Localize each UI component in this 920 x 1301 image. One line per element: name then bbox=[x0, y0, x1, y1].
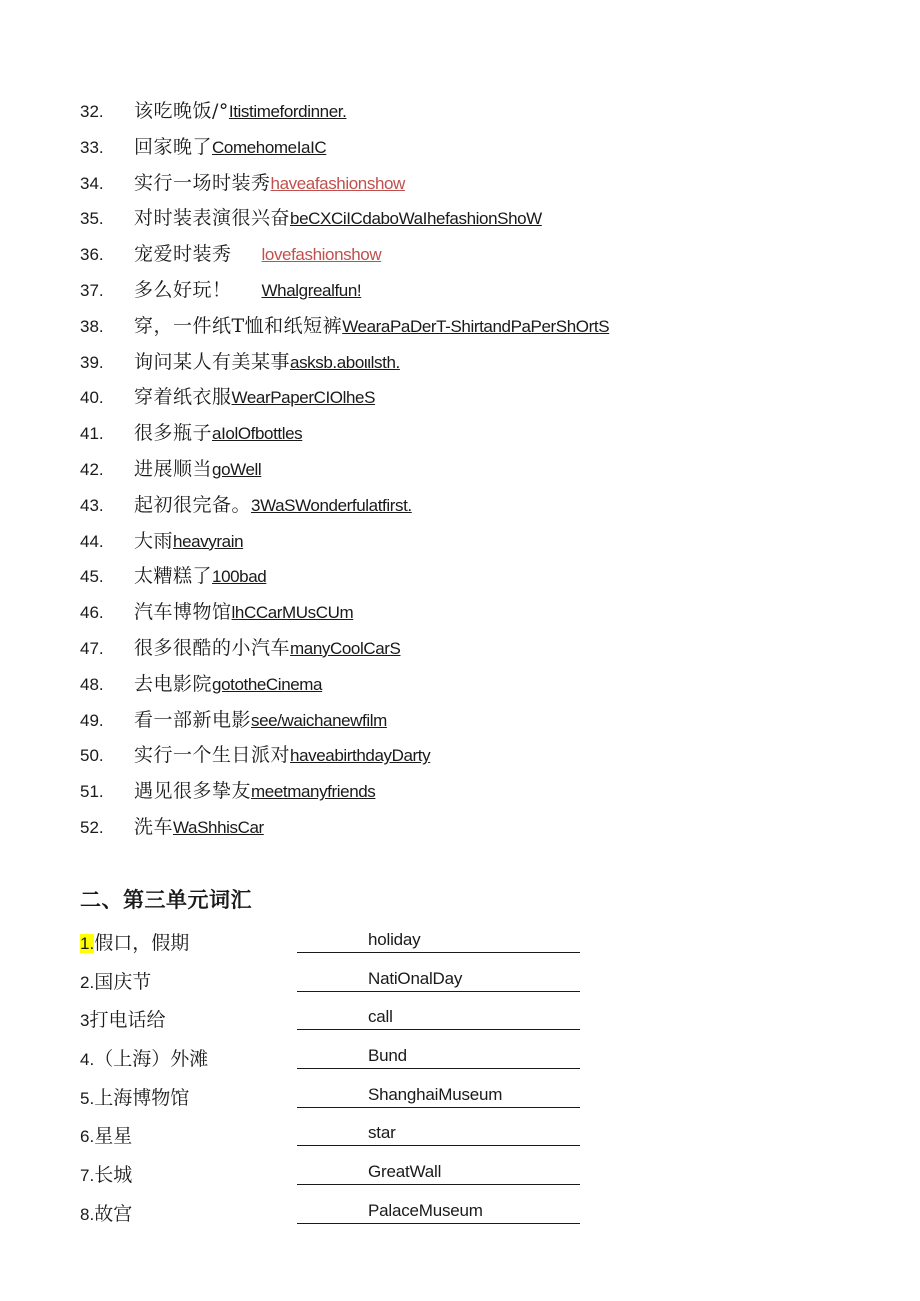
phrase-english: WaShhisCar bbox=[173, 817, 264, 837]
vocab-term bbox=[80, 967, 151, 994]
phrase-number: 33. bbox=[80, 137, 104, 157]
phrase-number: 36. bbox=[80, 245, 104, 265]
vocab-row bbox=[80, 1197, 600, 1236]
vocab-number: 6. bbox=[80, 1127, 95, 1147]
phrase-row bbox=[80, 595, 880, 631]
phrase-number: 43. bbox=[80, 495, 104, 515]
phrase-line bbox=[134, 774, 375, 810]
vocab-english: holiday bbox=[368, 930, 421, 949]
phrase-number: 35. bbox=[80, 209, 104, 229]
phrase-number: 52. bbox=[80, 817, 104, 837]
phrase-number: 34. bbox=[80, 173, 104, 193]
phrase-english: lhCCarMUsCUm bbox=[231, 603, 354, 623]
vocab-english: NatiOnalDay bbox=[368, 968, 463, 988]
phrase-row bbox=[80, 738, 880, 774]
phrase-english: 3WaSWonderfulatfirst. bbox=[251, 495, 412, 515]
phrase-chinese: 实行一个生日派对 bbox=[134, 744, 291, 767]
phrase-line bbox=[134, 201, 542, 237]
phrase-number: 51. bbox=[80, 782, 104, 802]
section-title: 二、第三单元词汇 bbox=[80, 888, 252, 912]
phrase-chinese: 宠爱时装秀 bbox=[134, 243, 232, 266]
phrase-row bbox=[80, 703, 880, 739]
phrase-line bbox=[134, 738, 430, 774]
phrase-english: meetmanyfriends bbox=[251, 782, 376, 802]
phrase-row bbox=[80, 380, 880, 416]
vocab-row bbox=[80, 965, 600, 1004]
vocab-row bbox=[80, 1042, 600, 1081]
vocab-chinese: 打电话给 bbox=[89, 1009, 166, 1032]
phrase-number: 50. bbox=[80, 746, 104, 766]
phrase-row bbox=[80, 94, 880, 130]
vocab-chinese: 星星 bbox=[94, 1125, 133, 1148]
phrase-line bbox=[134, 309, 609, 345]
phrase-number: 37. bbox=[80, 280, 104, 300]
phrase-english: goWell bbox=[212, 459, 262, 479]
phrase-row bbox=[80, 273, 880, 309]
phrase-row bbox=[80, 130, 880, 166]
answer-blank bbox=[297, 1046, 580, 1069]
phrase-line bbox=[134, 416, 302, 452]
phrase-line bbox=[134, 273, 361, 309]
vocab-english: PalaceMuseum bbox=[368, 1200, 483, 1220]
phrase-line bbox=[134, 380, 375, 416]
phrase-row bbox=[80, 559, 880, 595]
vocab-row bbox=[80, 926, 600, 965]
vocab-english: call bbox=[368, 1007, 393, 1027]
phrase-row bbox=[80, 452, 880, 488]
phrase-english: gototheCinema bbox=[212, 674, 323, 694]
answer-blank bbox=[297, 1123, 580, 1146]
vocab-term bbox=[80, 1083, 189, 1110]
phrase-row bbox=[80, 810, 880, 846]
phrase-line bbox=[134, 667, 322, 703]
phrase-chinese: 实行一场时装秀 bbox=[134, 171, 271, 194]
phrase-list bbox=[80, 94, 880, 846]
vocab-chinese: 假口，假期 bbox=[94, 932, 190, 954]
phrase-row bbox=[80, 667, 880, 703]
phrase-row bbox=[80, 201, 880, 237]
vocab-english: GreatWall bbox=[368, 1162, 442, 1182]
vocab-term bbox=[80, 928, 189, 955]
answer-blank bbox=[297, 1201, 580, 1224]
phrase-line bbox=[134, 703, 387, 739]
vocab-english: star bbox=[368, 1123, 396, 1143]
vocab-english: Bund bbox=[368, 1046, 407, 1066]
phrase-english: heavyrain bbox=[173, 531, 244, 551]
vocab-row bbox=[80, 1119, 600, 1158]
phrase-number: 49. bbox=[80, 710, 104, 730]
phrase-line bbox=[134, 488, 412, 524]
phrase-chinese: 询问某人有美某事 bbox=[134, 350, 291, 373]
phrase-line bbox=[134, 631, 400, 667]
answer-blank bbox=[297, 1085, 580, 1108]
vocab-chinese: 上海博物馆 bbox=[94, 1086, 190, 1109]
vocab-row bbox=[80, 1081, 600, 1120]
phrase-number: 44. bbox=[80, 531, 104, 551]
vocab-number: 1. bbox=[80, 934, 95, 953]
answer-blank bbox=[297, 969, 580, 992]
phrase-line bbox=[134, 559, 266, 595]
vocab-row bbox=[80, 1158, 600, 1197]
phrase-english: haveabirthdayDarty bbox=[290, 746, 431, 766]
phrase-number: 45. bbox=[80, 567, 104, 587]
phrase-number: 32. bbox=[80, 102, 104, 121]
vocab-number: 3 bbox=[80, 1011, 90, 1031]
phrase-row bbox=[80, 416, 880, 452]
phrase-chinese: 很多瓶子 bbox=[134, 422, 213, 445]
phrase-english: asksb.aboιιlsth. bbox=[290, 352, 400, 372]
phrase-english: manyCoolCarS bbox=[290, 638, 401, 658]
phrase-line bbox=[134, 524, 243, 560]
phrase-row bbox=[80, 237, 880, 273]
phrase-english: ComehomeIaIC bbox=[212, 137, 327, 157]
phrase-row bbox=[80, 166, 880, 202]
phrase-line bbox=[134, 94, 346, 130]
phrase-row bbox=[80, 774, 880, 810]
vocab-term bbox=[80, 1044, 208, 1071]
vocab-term bbox=[80, 1199, 132, 1226]
phrase-line bbox=[134, 237, 381, 273]
phrase-chinese: 大雨 bbox=[134, 529, 174, 552]
phrase-english: Whalgrealfun! bbox=[261, 280, 362, 300]
phrase-chinese: 进展顺当 bbox=[134, 457, 213, 480]
phrase-chinese: 看一部新电影 bbox=[134, 708, 252, 731]
phrase-row bbox=[80, 488, 880, 524]
phrase-line bbox=[134, 166, 405, 202]
answer-blank bbox=[297, 1007, 580, 1030]
vocab-row bbox=[80, 1003, 600, 1042]
phrase-english: see/waichanewfilm bbox=[251, 710, 387, 730]
phrase-chinese: 多么好玩！ bbox=[134, 278, 232, 301]
phrase-chinese: 穿着纸衣服 bbox=[134, 386, 232, 409]
phrase-number: 47. bbox=[80, 638, 104, 658]
phrase-chinese: 穿，一件纸T恤和纸短裤 bbox=[134, 314, 343, 337]
phrase-number: 46. bbox=[80, 603, 104, 623]
phrase-chinese: 对时装表演很兴奋 bbox=[134, 207, 291, 230]
vocab-term bbox=[80, 1160, 132, 1187]
phrase-chinese: 起初很完备。 bbox=[134, 493, 252, 516]
vocab-number: 5. bbox=[80, 1088, 95, 1108]
vocab-list bbox=[80, 926, 600, 1236]
vocab-chinese: 国庆节 bbox=[94, 970, 152, 993]
vocab-english: ShanghaiMuseum bbox=[368, 1084, 503, 1104]
phrase-number: 38. bbox=[80, 316, 104, 336]
phrase-english: 100bad bbox=[212, 567, 267, 587]
phrase-line bbox=[134, 810, 264, 846]
phrase-line bbox=[134, 345, 400, 381]
vocab-number: 7. bbox=[80, 1166, 95, 1186]
answer-blank bbox=[297, 930, 580, 953]
vocab-chinese: （上海）外滩 bbox=[94, 1048, 209, 1071]
phrase-chinese: 回家晚了 bbox=[134, 135, 213, 158]
phrase-chinese: 汽车博物馆 bbox=[134, 601, 232, 624]
phrase-line bbox=[134, 452, 261, 488]
phrase-chinese: 洗车 bbox=[134, 815, 174, 838]
vocab-term bbox=[80, 1121, 132, 1148]
phrase-chinese: 很多很酷的小汽车 bbox=[134, 636, 291, 659]
phrase-english: haveafashionshow bbox=[270, 173, 405, 193]
phrase-english: Itistimefordinner. bbox=[228, 102, 347, 121]
phrase-number: 40. bbox=[80, 388, 104, 408]
phrase-chinese: 该吃晚饭/° bbox=[134, 100, 229, 122]
phrase-row bbox=[80, 309, 880, 345]
vocab-chinese: 故宫 bbox=[94, 1202, 133, 1225]
phrase-row bbox=[80, 631, 880, 667]
vocab-term bbox=[80, 1005, 165, 1032]
answer-blank bbox=[297, 1162, 580, 1185]
vocab-number: 8. bbox=[80, 1204, 95, 1224]
vocab-number: 2. bbox=[80, 972, 95, 992]
phrase-chinese: 去电影院 bbox=[134, 672, 213, 695]
phrase-number: 48. bbox=[80, 674, 104, 694]
phrase-english: aIolOfbottles bbox=[212, 424, 303, 444]
phrase-english: beCXCiICdaboWaIhefashionShoW bbox=[290, 209, 542, 229]
phrase-english: WearaPaDerT-ShirtandPaPerShOrtS bbox=[342, 316, 610, 336]
phrase-number: 41. bbox=[80, 424, 104, 444]
phrase-row bbox=[80, 345, 880, 381]
phrase-row bbox=[80, 524, 880, 560]
phrase-line bbox=[134, 130, 326, 166]
vocab-chinese: 长城 bbox=[94, 1164, 133, 1187]
phrase-english: WearPaperCIOlheS bbox=[231, 388, 376, 408]
vocab-number: 4. bbox=[80, 1050, 95, 1070]
phrase-number: 39. bbox=[80, 352, 104, 372]
phrase-line bbox=[134, 595, 353, 631]
phrase-english: lovefashionshow bbox=[261, 245, 382, 265]
phrase-number: 42. bbox=[80, 459, 104, 479]
phrase-chinese: 遇见很多挚友 bbox=[134, 780, 252, 803]
phrase-chinese: 太糟糕了 bbox=[134, 565, 213, 588]
